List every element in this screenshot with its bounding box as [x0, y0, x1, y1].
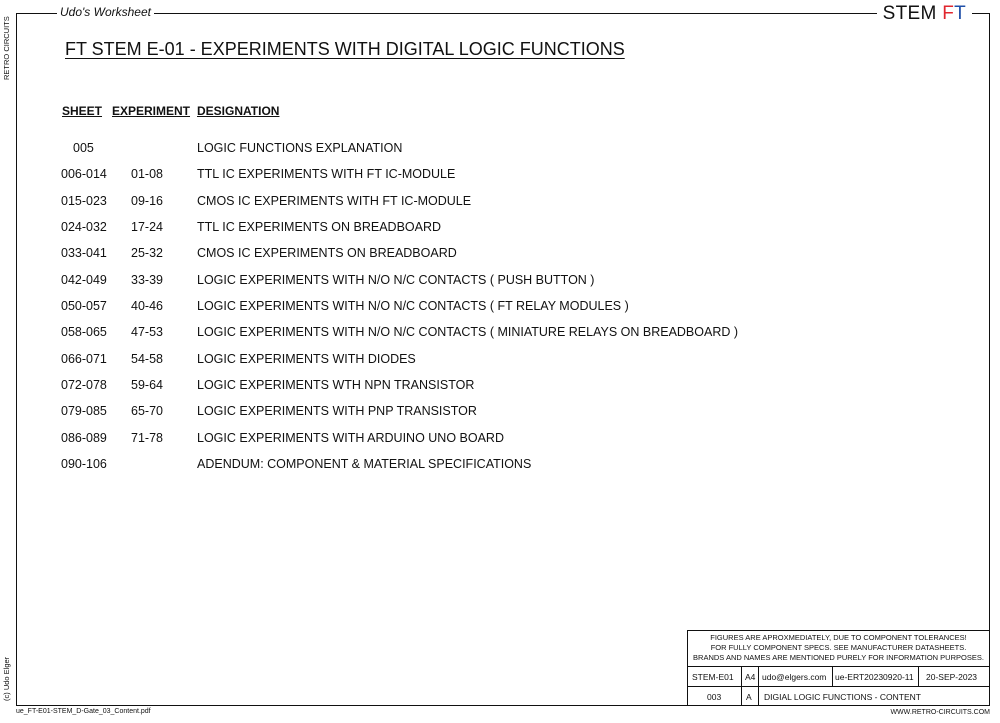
side-label-top: [2, 12, 12, 92]
row-sheet: 058-065: [61, 325, 107, 339]
row-designation: LOGIC EXPERIMENTS WITH N/O N/C CONTACTS ( PUSH BUTTON ): [197, 273, 595, 287]
row-designation: CMOS IC EXPERIMENTS ON BREADBOARD: [197, 246, 457, 260]
row-experiment: 47-53: [131, 325, 163, 339]
table-row: [0, 352, 980, 372]
row-sheet: 005: [73, 141, 94, 155]
file-name: ue_FT-E01-STEM_D-Gate_03_Content.pdf: [16, 708, 151, 715]
title-block-divider: [758, 666, 759, 706]
logo-letter-f: F: [942, 3, 955, 24]
row-designation: LOGIC EXPERIMENTS WITH DIODES: [197, 352, 416, 366]
table-row: [0, 141, 980, 161]
row-sheet: 090-106: [61, 457, 107, 471]
row-designation: LOGIC EXPERIMENTS WITH PNP TRANSISTOR: [197, 404, 477, 418]
row-designation: LOGIC EXPERIMENTS WITH N/O N/C CONTACTS ( MINIATURE RELAYS ON BREADBOARD ): [197, 325, 739, 339]
row-sheet: 050-057: [61, 299, 107, 313]
disclaimer-line-3: BRANDS AND NAMES ARE MENTIONED PURELY FOR INFORMATION PURPOSES.: [693, 653, 984, 662]
row-designation: LOGIC FUNCTIONS EXPLANATION: [197, 141, 403, 155]
website-url: WWW.RETRO-CIRCUITS.COM: [890, 709, 990, 716]
row-experiment: 01-08: [131, 167, 163, 181]
title-block-divider: [741, 666, 742, 706]
row-sheet: 066-071: [61, 352, 107, 366]
table-row: [0, 404, 980, 424]
row-sheet: 042-049: [61, 273, 107, 287]
disclaimer-line-1: FIGURES ARE APROXMEDIATELY, DUE TO COMPONENT TOLERANCES!: [710, 633, 967, 642]
row-sheet: 079-085: [61, 404, 107, 418]
table-row: [0, 325, 980, 345]
row-designation: ADENDUM: COMPONENT & MATERIAL SPECIFICATIONS: [197, 457, 532, 471]
worksheet-label: Udo's Worksheet: [57, 5, 154, 19]
row-sheet: 086-089: [61, 431, 107, 445]
logo-prefix: STEM: [882, 3, 943, 24]
document-date: 20-SEP-2023: [926, 672, 978, 682]
table-row: [0, 220, 980, 240]
row-sheet: 006-014: [61, 167, 107, 181]
row-experiment: 54-58: [131, 352, 163, 366]
logo-letter-t: T: [954, 3, 966, 24]
table-row: [0, 457, 980, 477]
side-label-bottom: [2, 625, 12, 705]
row-experiment: 33-39: [131, 273, 163, 287]
row-experiment: 71-78: [131, 431, 163, 445]
row-sheet: 024-032: [61, 220, 107, 234]
row-designation: LOGIC EXPERIMENTS WITH ARDUINO UNO BOARD: [197, 431, 504, 445]
table-row: [0, 167, 980, 187]
side-label-bottom-text: (c) Udo Elger: [2, 656, 11, 701]
row-experiment: 59-64: [131, 378, 163, 392]
row-experiment: 17-24: [131, 220, 163, 234]
row-experiment: 25-32: [131, 246, 163, 260]
row-sheet: 072-078: [61, 378, 107, 392]
row-sheet: 033-041: [61, 246, 107, 260]
page-title: FT STEM E-01 - EXPERIMENTS WITH DIGITAL LOGIC FUNCTIONS: [65, 39, 625, 59]
table-row: [0, 194, 980, 214]
row-designation: TTL IC EXPERIMENTS WITH FT IC-MODULE: [197, 167, 456, 181]
row-designation: TTL IC EXPERIMENTS ON BREADBOARD: [197, 220, 442, 234]
disclaimer-line-2: FOR FULLY COMPONENT SPECS. SEE MANUFACTURER DATASHEETS.: [710, 643, 967, 652]
column-header-sheet: SHEET: [62, 104, 103, 118]
paper-format: A4: [745, 672, 756, 682]
row-sheet: 015-023: [61, 194, 107, 208]
row-designation: LOGIC EXPERIMENTS WITH N/O N/C CONTACTS ( FT RELAY MODULES ): [197, 299, 629, 313]
row-designation: LOGIC EXPERIMENTS WTH NPN TRANSISTOR: [197, 378, 475, 392]
title-block: [687, 630, 990, 706]
author-email: udo@elgers.com: [762, 672, 827, 682]
table-row: [0, 378, 980, 398]
title-block-divider: [688, 686, 989, 687]
table-row: [0, 246, 980, 266]
row-experiment: 40-46: [131, 299, 163, 313]
row-designation: CMOS IC EXPERIMENTS WITH FT IC-MODULE: [197, 194, 472, 208]
title-block-divider: [918, 666, 919, 686]
column-header-designation: DESIGNATION: [197, 104, 280, 118]
row-experiment: 65-70: [131, 404, 163, 418]
table-row: [0, 273, 980, 293]
table-row: [0, 431, 980, 451]
sheet-title: DIGIAL LOGIC FUNCTIONS - CONTENT: [764, 692, 921, 702]
revision: A: [746, 692, 752, 702]
row-experiment: 09-16: [131, 194, 163, 208]
document-ref: ue-ERT20230920-11: [835, 672, 914, 682]
disclaimer-note: [688, 633, 989, 663]
doc-id: STEM-E01: [692, 672, 734, 682]
column-header-experiment: EXPERIMENT: [112, 104, 191, 118]
table-row: [0, 299, 980, 319]
side-label-top-text: RETRO CIRCUITS: [2, 16, 11, 80]
title-block-divider: [688, 666, 989, 667]
title-block-divider: [832, 666, 833, 686]
sheet-number: 003: [707, 692, 722, 702]
stem-ft-logo: [877, 3, 972, 25]
